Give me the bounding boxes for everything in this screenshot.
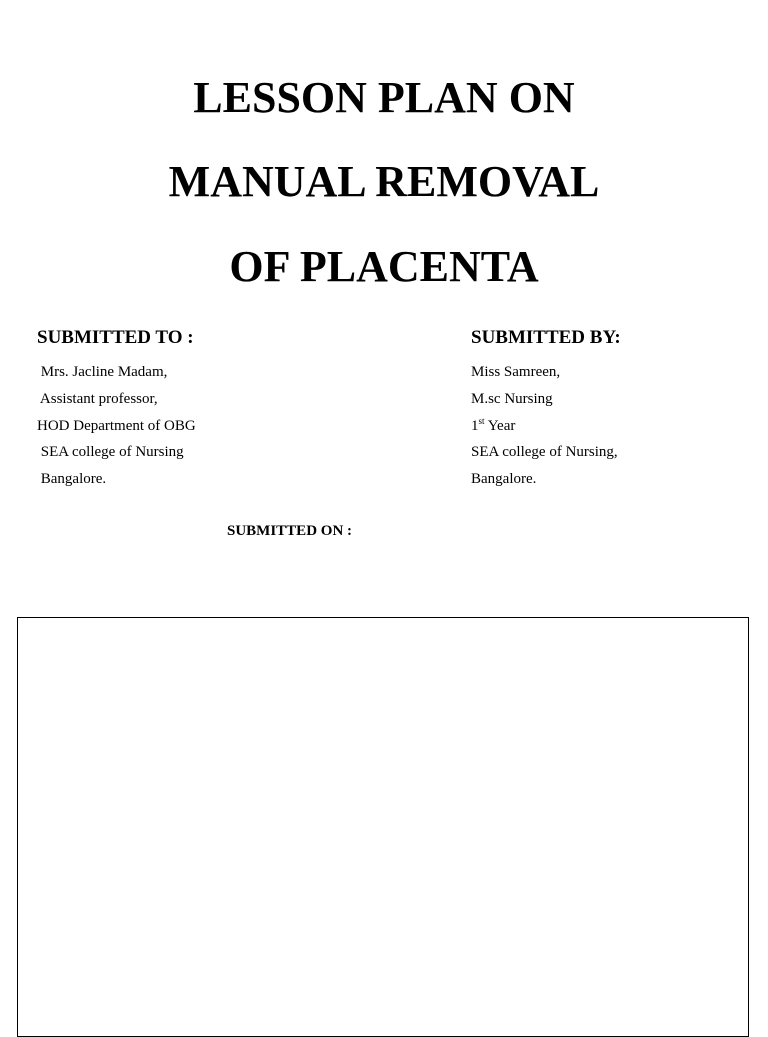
submitter-name: Miss Samreen, [471,364,561,380]
year-number: 1 [471,417,479,434]
submitter-city: Bangalore. [471,471,537,488]
year-ordinal-suffix: st [478,415,485,426]
title-line-1: LESSON PLAN ON [193,73,575,122]
title-line-3: OF PLACENTA [229,242,539,291]
submitted-by-details [471,359,618,493]
submitted-on-label: SUBMITTED ON : [227,523,353,539]
recipient-college: SEA college of Nursing [37,444,184,461]
submitter-course: M.sc Nursing [471,390,553,407]
recipient-name: Mrs. Jacline Madam, [37,364,168,380]
recipient-city: Bangalore. [37,471,107,488]
submitted-by-heading: SUBMITTED BY: [471,327,621,348]
year-word: Year [484,417,516,434]
recipient-department: HOD Department of OBG [37,417,196,434]
title-line-2: MANUAL REMOVAL [168,157,600,206]
submitter-college: SEA college of Nursing, [471,444,618,461]
submitter-year [471,413,618,440]
content-frame [17,617,749,1037]
submitted-to-heading: SUBMITTED TO : [37,327,194,348]
submitted-to-details [37,359,196,493]
recipient-designation: Assistant professor, [37,390,158,407]
